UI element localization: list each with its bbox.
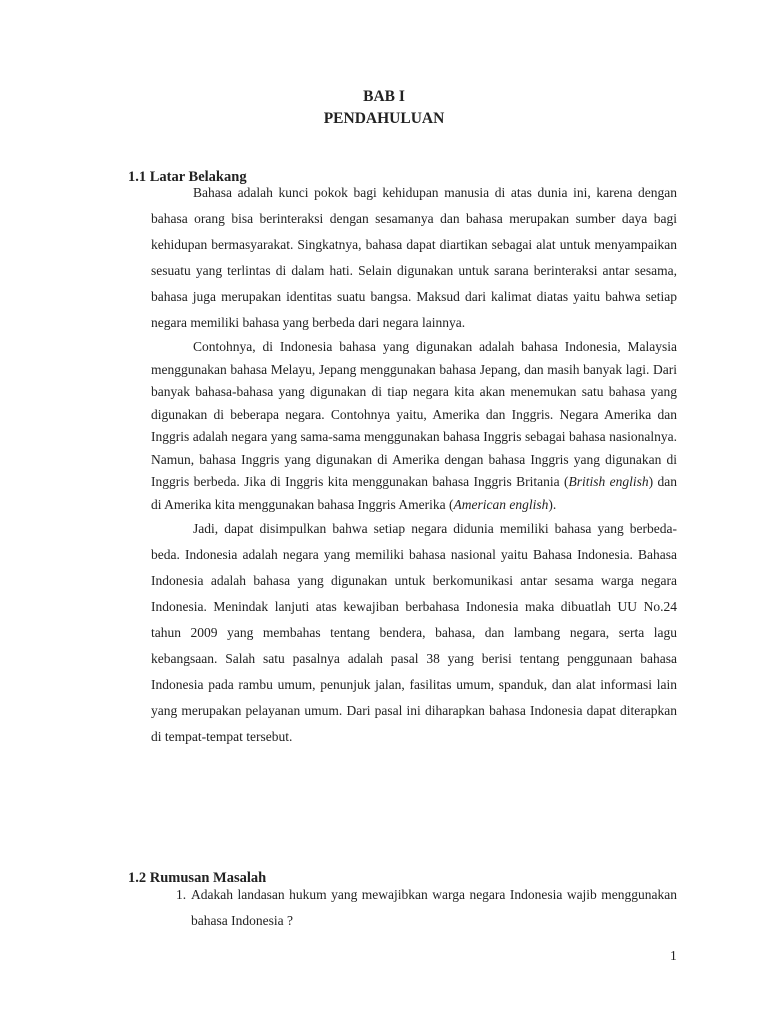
section-heading-latar-belakang: 1.1 Latar Belakang	[128, 169, 247, 185]
paragraph-1: Bahasa adalah kunci pokok bagi kehidupan manusia di atas dunia ini, karena dengan bahasa orang bisa berinteraksi dengan sesamanya dan bahasa merupakan sumber daya bagi kehidupan bermasyarakat. Singkatnya, bahasa dapat diartikan sebagai alat untuk menyampaikan sesuatu yang terlintas di dalam hati. Selain digunakan untuk sarana berinteraksi antar sesama, bahasa juga merupakan identitas suatu bangsa. Maksud dari kalimat diatas yaitu bahwa setiap negara memiliki bahasa yang berbeda dari negara lainnya.	[151, 185, 677, 330]
chapter-name: PENDAHULUAN	[323, 110, 445, 127]
term-british-english: British english	[568, 474, 649, 489]
section-body-latar-belakang	[151, 180, 677, 750]
paragraph-2-text-mid: ) dan di Amerika kita menggunakan bahasa Inggris Amerika (	[151, 474, 678, 512]
paragraph-3: Jadi, dapat disimpulkan bahwa setiap negara didunia memiliki bahasa yang berbeda-beda. Indonesia adalah negara yang memiliki bahasa nasional yaitu Bahasa Indonesia. Bahasa Indonesia adalah bahasa yang digunakan untuk berkomunikasi antar sesama warga negara Indonesia. Menindak lanjuti atas kewajiban berbahasa Indonesia maka dibuatlah UU No.24 tahun 2009 yang membahas tentang bendera, bahasa, dan lambang negara, serta lagu kebangsaan. Salah satu pasalnya adalah pasal 38 yang berisi tentang penggunaan bahasa Indonesia pada rambu umum, penunjuk jalan, fasilitas umum, spanduk, dan alat informasi lain yang merupakan pelayanan umum. Dari pasal ini diharapkan bahasa Indonesia dapat diterapkan di tempat-tempat tersebut.	[151, 521, 677, 744]
list-item	[176, 882, 677, 934]
list-item-number: 1.	[176, 887, 187, 902]
term-american-english: American english	[453, 496, 549, 512]
section-heading-rumusan-masalah: 1.2 Rumusan Masalah	[128, 870, 267, 886]
page-number: 1	[670, 948, 677, 963]
chapter-title	[0, 86, 768, 130]
chapter-number: BAB I	[363, 88, 405, 105]
paragraph-2-text: Contohnya, di Indonesia bahasa yang digunakan adalah bahasa Indonesia, Malaysia menggunakan bahasa Melayu, Jepang menggunakan bahasa Jepang, dan masih banyak lagi. Dari banyak bahasa-bahasa yang digunakan di tiap negara kita akan menemukan satu bahasa yang digunakan di beberapa negara. Contohnya yaitu, Amerika dan Inggris. Negara Amerika dan Inggris adalah negara yang sama-sama menggunakan bahasa Inggris sebagai bahasa nasionalnya. Namun, bahasa Inggris yang digunakan di Amerika dengan bahasa Inggris yang digunakan di Inggris berbeda. Jika di Inggris kita menggunakan bahasa Inggris Britania (	[151, 339, 677, 489]
paragraph-2-text-end: ).	[548, 496, 557, 512]
paragraph-2	[151, 336, 677, 516]
list-item-text: Adakah landasan hukum yang mewajibkan warga negara Indonesia wajib menggunakan bahasa Indonesia ?	[191, 887, 677, 928]
